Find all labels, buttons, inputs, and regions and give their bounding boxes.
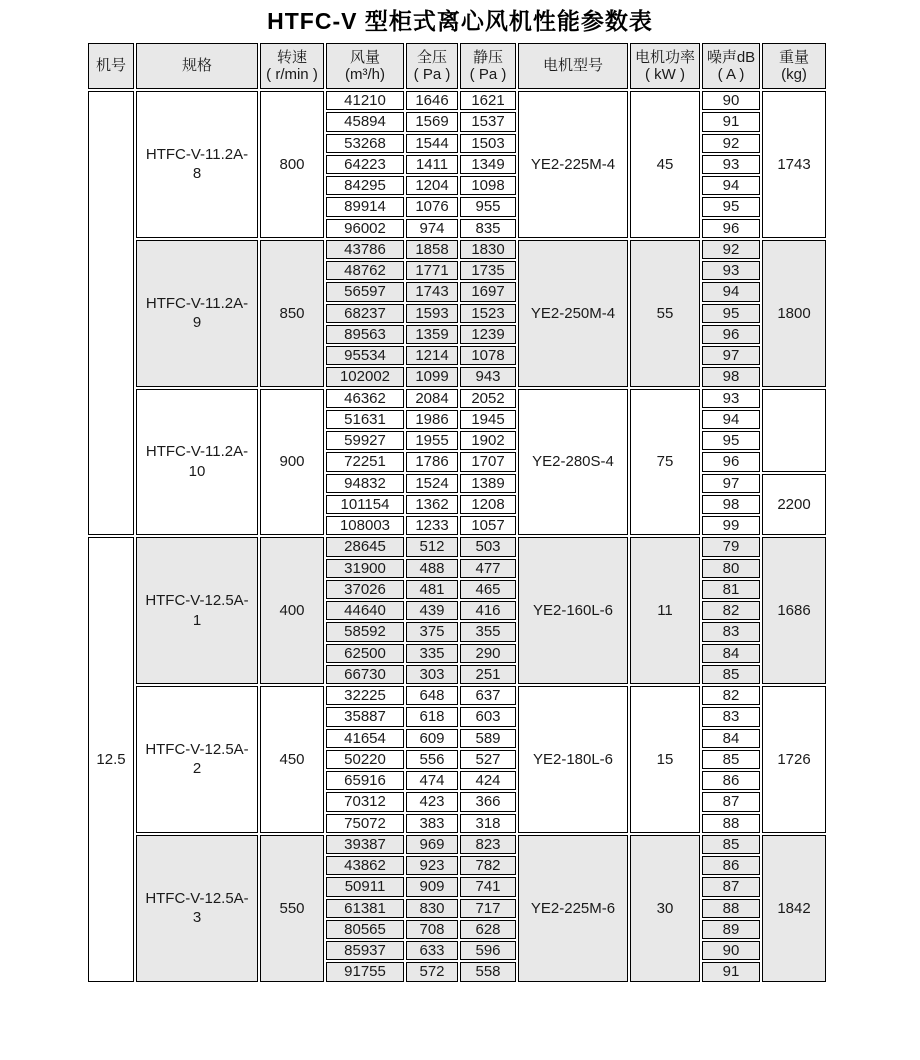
weight-cell: 1686 bbox=[762, 537, 826, 684]
spec-label: HTFC-V-11.2A-9 bbox=[145, 294, 249, 332]
header-unit: (kg) bbox=[781, 66, 807, 83]
header-unit: ( Pa ) bbox=[469, 66, 507, 83]
total-pressure-cell: 1786 bbox=[406, 452, 458, 471]
total-pressure-cell: 335 bbox=[406, 644, 458, 663]
airflow-cell: 75072 bbox=[326, 814, 404, 833]
static-pressure-cell: 1523 bbox=[460, 304, 516, 323]
motor-model-cell: YE2-280S-4 bbox=[518, 389, 628, 536]
airflow-cell: 43786 bbox=[326, 240, 404, 259]
spec-cell bbox=[136, 389, 258, 536]
static-pressure-cell: 717 bbox=[460, 899, 516, 918]
motor-power-cell: 30 bbox=[630, 835, 700, 982]
noise-cell: 90 bbox=[702, 941, 760, 960]
airflow-cell: 91755 bbox=[326, 962, 404, 981]
airflow-cell: 50220 bbox=[326, 750, 404, 769]
static-pressure-cell: 955 bbox=[460, 197, 516, 216]
static-pressure-cell: 1057 bbox=[460, 516, 516, 535]
static-pressure-cell: 628 bbox=[460, 920, 516, 939]
airflow-cell: 28645 bbox=[326, 537, 404, 556]
noise-cell: 84 bbox=[702, 644, 760, 663]
spec-cell bbox=[136, 835, 258, 982]
static-pressure-cell: 1707 bbox=[460, 452, 516, 471]
total-pressure-cell: 481 bbox=[406, 580, 458, 599]
motor-power-cell: 11 bbox=[630, 537, 700, 684]
static-pressure-cell: 1621 bbox=[460, 91, 516, 110]
weight-cell: 1726 bbox=[762, 686, 826, 833]
table-row bbox=[88, 686, 826, 705]
static-pressure-cell: 823 bbox=[460, 835, 516, 854]
header-label: 噪声dB bbox=[706, 48, 756, 66]
noise-cell: 93 bbox=[702, 389, 760, 408]
total-pressure-cell: 1099 bbox=[406, 367, 458, 386]
noise-cell: 98 bbox=[702, 495, 760, 514]
airflow-cell: 31900 bbox=[326, 559, 404, 578]
spec-cell bbox=[136, 537, 258, 684]
header-label: 机号 bbox=[95, 57, 126, 75]
speed-cell: 850 bbox=[260, 240, 324, 387]
airflow-cell: 59927 bbox=[326, 431, 404, 450]
noise-cell: 85 bbox=[702, 835, 760, 854]
total-pressure-cell: 1233 bbox=[406, 516, 458, 535]
airflow-cell: 56597 bbox=[326, 282, 404, 301]
static-pressure-cell: 596 bbox=[460, 941, 516, 960]
total-pressure-cell: 618 bbox=[406, 707, 458, 726]
total-pressure-cell: 1204 bbox=[406, 176, 458, 195]
static-pressure-cell: 465 bbox=[460, 580, 516, 599]
col-header-motor-power bbox=[630, 43, 700, 89]
page-title: HTFC-V 型柜式离心风机性能参数表 bbox=[267, 8, 653, 34]
table-row bbox=[88, 537, 826, 556]
airflow-cell: 48762 bbox=[326, 261, 404, 280]
noise-cell: 93 bbox=[702, 261, 760, 280]
header-label: 重量 bbox=[778, 48, 809, 66]
airflow-cell: 62500 bbox=[326, 644, 404, 663]
static-pressure-cell: 424 bbox=[460, 771, 516, 790]
total-pressure-cell: 488 bbox=[406, 559, 458, 578]
weight-cell: 2200 bbox=[762, 474, 826, 536]
weight-cell bbox=[762, 389, 826, 472]
static-pressure-cell: 1389 bbox=[460, 474, 516, 493]
airflow-cell: 41654 bbox=[326, 729, 404, 748]
total-pressure-cell: 648 bbox=[406, 686, 458, 705]
fan-table-body bbox=[88, 91, 826, 982]
airflow-cell: 46362 bbox=[326, 389, 404, 408]
spec-label: HTFC-V-12.5A-1 bbox=[145, 592, 249, 629]
col-header-total-pressure bbox=[406, 43, 458, 89]
noise-cell: 95 bbox=[702, 304, 760, 323]
header-unit: ( r/min ) bbox=[266, 66, 318, 83]
noise-cell: 83 bbox=[702, 622, 760, 641]
static-pressure-cell: 1078 bbox=[460, 346, 516, 365]
total-pressure-cell: 423 bbox=[406, 792, 458, 811]
airflow-cell: 35887 bbox=[326, 707, 404, 726]
airflow-cell: 65916 bbox=[326, 771, 404, 790]
spec-cell bbox=[136, 686, 258, 833]
static-pressure-cell: 1945 bbox=[460, 410, 516, 429]
noise-cell: 88 bbox=[702, 814, 760, 833]
noise-cell: 89 bbox=[702, 920, 760, 939]
table-row bbox=[88, 91, 826, 110]
total-pressure-cell: 633 bbox=[406, 941, 458, 960]
total-pressure-cell: 375 bbox=[406, 622, 458, 641]
noise-cell: 91 bbox=[702, 112, 760, 131]
static-pressure-cell: 527 bbox=[460, 750, 516, 769]
col-header-weight bbox=[762, 43, 826, 89]
noise-cell: 80 bbox=[702, 559, 760, 578]
total-pressure-cell: 1858 bbox=[406, 240, 458, 259]
motor-power-cell: 55 bbox=[630, 240, 700, 387]
total-pressure-cell: 923 bbox=[406, 856, 458, 875]
airflow-cell: 95534 bbox=[326, 346, 404, 365]
spec-label: HTFC-V-11.2A-8 bbox=[145, 145, 249, 183]
header-unit: (m³/h) bbox=[345, 66, 385, 83]
header-label: 全压 bbox=[416, 48, 447, 66]
table-row bbox=[88, 835, 826, 854]
total-pressure-cell: 1593 bbox=[406, 304, 458, 323]
noise-cell: 87 bbox=[702, 792, 760, 811]
motor-model-cell: YE2-225M-6 bbox=[518, 835, 628, 982]
noise-cell: 95 bbox=[702, 431, 760, 450]
noise-cell: 85 bbox=[702, 665, 760, 684]
airflow-cell: 96002 bbox=[326, 219, 404, 238]
weight-cell: 1842 bbox=[762, 835, 826, 982]
noise-cell: 96 bbox=[702, 452, 760, 471]
airflow-cell: 101154 bbox=[326, 495, 404, 514]
airflow-cell: 68237 bbox=[326, 304, 404, 323]
spec-cell bbox=[136, 240, 258, 387]
airflow-cell: 61381 bbox=[326, 899, 404, 918]
noise-cell: 94 bbox=[702, 410, 760, 429]
airflow-cell: 89914 bbox=[326, 197, 404, 216]
table-row bbox=[88, 240, 826, 259]
noise-cell: 93 bbox=[702, 155, 760, 174]
speed-cell: 450 bbox=[260, 686, 324, 833]
col-header-noise bbox=[702, 43, 760, 89]
airflow-cell: 84295 bbox=[326, 176, 404, 195]
weight-cell: 1800 bbox=[762, 240, 826, 387]
header-unit: ( A ) bbox=[717, 66, 745, 83]
static-pressure-cell: 318 bbox=[460, 814, 516, 833]
noise-cell: 97 bbox=[702, 346, 760, 365]
noise-cell: 99 bbox=[702, 516, 760, 535]
total-pressure-cell: 1524 bbox=[406, 474, 458, 493]
total-pressure-cell: 556 bbox=[406, 750, 458, 769]
static-pressure-cell: 741 bbox=[460, 877, 516, 896]
total-pressure-cell: 1955 bbox=[406, 431, 458, 450]
static-pressure-cell: 416 bbox=[460, 601, 516, 620]
airflow-cell: 50911 bbox=[326, 877, 404, 896]
noise-cell: 90 bbox=[702, 91, 760, 110]
static-pressure-cell: 558 bbox=[460, 962, 516, 981]
motor-model-cell: YE2-160L-6 bbox=[518, 537, 628, 684]
noise-cell: 81 bbox=[702, 580, 760, 599]
table-header-row bbox=[88, 43, 826, 89]
airflow-cell: 43862 bbox=[326, 856, 404, 875]
speed-cell: 400 bbox=[260, 537, 324, 684]
static-pressure-cell: 589 bbox=[460, 729, 516, 748]
static-pressure-cell: 782 bbox=[460, 856, 516, 875]
airflow-cell: 58592 bbox=[326, 622, 404, 641]
total-pressure-cell: 383 bbox=[406, 814, 458, 833]
noise-cell: 94 bbox=[702, 176, 760, 195]
total-pressure-cell: 830 bbox=[406, 899, 458, 918]
total-pressure-cell: 1214 bbox=[406, 346, 458, 365]
airflow-cell: 72251 bbox=[326, 452, 404, 471]
total-pressure-cell: 474 bbox=[406, 771, 458, 790]
total-pressure-cell: 303 bbox=[406, 665, 458, 684]
header-unit: ( kW ) bbox=[645, 66, 685, 83]
noise-cell: 84 bbox=[702, 729, 760, 748]
total-pressure-cell: 1544 bbox=[406, 134, 458, 153]
airflow-cell: 41210 bbox=[326, 91, 404, 110]
noise-cell: 83 bbox=[702, 707, 760, 726]
airflow-cell: 94832 bbox=[326, 474, 404, 493]
noise-cell: 82 bbox=[702, 686, 760, 705]
motor-model-cell: YE2-225M-4 bbox=[518, 91, 628, 238]
motor-power-cell: 15 bbox=[630, 686, 700, 833]
airflow-cell: 51631 bbox=[326, 410, 404, 429]
motor-power-cell: 75 bbox=[630, 389, 700, 536]
noise-cell: 95 bbox=[702, 197, 760, 216]
static-pressure-cell: 1098 bbox=[460, 176, 516, 195]
airflow-cell: 45894 bbox=[326, 112, 404, 131]
total-pressure-cell: 1362 bbox=[406, 495, 458, 514]
motor-model-cell: YE2-180L-6 bbox=[518, 686, 628, 833]
machine-no-cell: 12.5 bbox=[88, 537, 134, 981]
airflow-cell: 53268 bbox=[326, 134, 404, 153]
total-pressure-cell: 1986 bbox=[406, 410, 458, 429]
total-pressure-cell: 1771 bbox=[406, 261, 458, 280]
header-label: 转速 bbox=[276, 48, 307, 66]
total-pressure-cell: 1646 bbox=[406, 91, 458, 110]
airflow-cell: 64223 bbox=[326, 155, 404, 174]
airflow-cell: 44640 bbox=[326, 601, 404, 620]
speed-cell: 900 bbox=[260, 389, 324, 536]
total-pressure-cell: 1411 bbox=[406, 155, 458, 174]
airflow-cell: 39387 bbox=[326, 835, 404, 854]
airflow-cell: 89563 bbox=[326, 325, 404, 344]
spec-cell bbox=[136, 91, 258, 238]
spec-label: HTFC-V-12.5A-2 bbox=[145, 740, 249, 778]
noise-cell: 86 bbox=[702, 771, 760, 790]
noise-cell: 82 bbox=[702, 601, 760, 620]
static-pressure-cell: 366 bbox=[460, 792, 516, 811]
static-pressure-cell: 1349 bbox=[460, 155, 516, 174]
total-pressure-cell: 1359 bbox=[406, 325, 458, 344]
header-label: 电机功率 bbox=[634, 48, 695, 66]
total-pressure-cell: 1743 bbox=[406, 282, 458, 301]
spec-label: HTFC-V-11.2A-10 bbox=[145, 443, 249, 480]
total-pressure-cell: 909 bbox=[406, 877, 458, 896]
total-pressure-cell: 439 bbox=[406, 601, 458, 620]
static-pressure-cell: 1830 bbox=[460, 240, 516, 259]
noise-cell: 98 bbox=[702, 367, 760, 386]
static-pressure-cell: 603 bbox=[460, 707, 516, 726]
static-pressure-cell: 1902 bbox=[460, 431, 516, 450]
fan-performance-table bbox=[86, 41, 828, 984]
static-pressure-cell: 477 bbox=[460, 559, 516, 578]
header-unit: ( Pa ) bbox=[413, 66, 451, 83]
static-pressure-cell: 943 bbox=[460, 367, 516, 386]
static-pressure-cell: 1735 bbox=[460, 261, 516, 280]
total-pressure-cell: 512 bbox=[406, 537, 458, 556]
noise-cell: 87 bbox=[702, 877, 760, 896]
static-pressure-cell: 2052 bbox=[460, 389, 516, 408]
airflow-cell: 102002 bbox=[326, 367, 404, 386]
airflow-cell: 108003 bbox=[326, 516, 404, 535]
col-header-motor-model bbox=[518, 43, 628, 89]
airflow-cell: 32225 bbox=[326, 686, 404, 705]
speed-cell: 800 bbox=[260, 91, 324, 238]
airflow-cell: 37026 bbox=[326, 580, 404, 599]
total-pressure-cell: 708 bbox=[406, 920, 458, 939]
airflow-cell: 80565 bbox=[326, 920, 404, 939]
total-pressure-cell: 1076 bbox=[406, 197, 458, 216]
weight-cell: 1743 bbox=[762, 91, 826, 238]
noise-cell: 79 bbox=[702, 537, 760, 556]
static-pressure-cell: 1697 bbox=[460, 282, 516, 301]
total-pressure-cell: 609 bbox=[406, 729, 458, 748]
col-header-machine-no bbox=[88, 43, 134, 89]
noise-cell: 92 bbox=[702, 134, 760, 153]
static-pressure-cell: 835 bbox=[460, 219, 516, 238]
header-label: 静压 bbox=[472, 48, 503, 66]
header-label: 电机型号 bbox=[542, 57, 603, 75]
header-label: 风量 bbox=[349, 48, 380, 66]
table-row bbox=[88, 389, 826, 408]
static-pressure-cell: 1537 bbox=[460, 112, 516, 131]
noise-cell: 91 bbox=[702, 962, 760, 981]
static-pressure-cell: 1503 bbox=[460, 134, 516, 153]
total-pressure-cell: 969 bbox=[406, 835, 458, 854]
noise-cell: 85 bbox=[702, 750, 760, 769]
total-pressure-cell: 572 bbox=[406, 962, 458, 981]
noise-cell: 96 bbox=[702, 325, 760, 344]
static-pressure-cell: 355 bbox=[460, 622, 516, 641]
col-header-speed bbox=[260, 43, 324, 89]
noise-cell: 88 bbox=[702, 899, 760, 918]
header-label: 规格 bbox=[181, 57, 212, 75]
static-pressure-cell: 1208 bbox=[460, 495, 516, 514]
col-header-airflow bbox=[326, 43, 404, 89]
airflow-cell: 85937 bbox=[326, 941, 404, 960]
static-pressure-cell: 1239 bbox=[460, 325, 516, 344]
noise-cell: 94 bbox=[702, 282, 760, 301]
total-pressure-cell: 974 bbox=[406, 219, 458, 238]
static-pressure-cell: 290 bbox=[460, 644, 516, 663]
airflow-cell: 70312 bbox=[326, 792, 404, 811]
noise-cell: 92 bbox=[702, 240, 760, 259]
col-header-spec bbox=[136, 43, 258, 89]
airflow-cell: 66730 bbox=[326, 665, 404, 684]
noise-cell: 96 bbox=[702, 219, 760, 238]
static-pressure-cell: 637 bbox=[460, 686, 516, 705]
total-pressure-cell: 1569 bbox=[406, 112, 458, 131]
col-header-static-pressure bbox=[460, 43, 516, 89]
motor-model-cell: YE2-250M-4 bbox=[518, 240, 628, 387]
motor-power-cell: 45 bbox=[630, 91, 700, 238]
spec-label: HTFC-V-12.5A-3 bbox=[145, 889, 249, 927]
noise-cell: 97 bbox=[702, 474, 760, 493]
machine-no-cell bbox=[88, 91, 134, 535]
speed-cell: 550 bbox=[260, 835, 324, 982]
total-pressure-cell: 2084 bbox=[406, 389, 458, 408]
noise-cell: 86 bbox=[702, 856, 760, 875]
static-pressure-cell: 503 bbox=[460, 537, 516, 556]
static-pressure-cell: 251 bbox=[460, 665, 516, 684]
